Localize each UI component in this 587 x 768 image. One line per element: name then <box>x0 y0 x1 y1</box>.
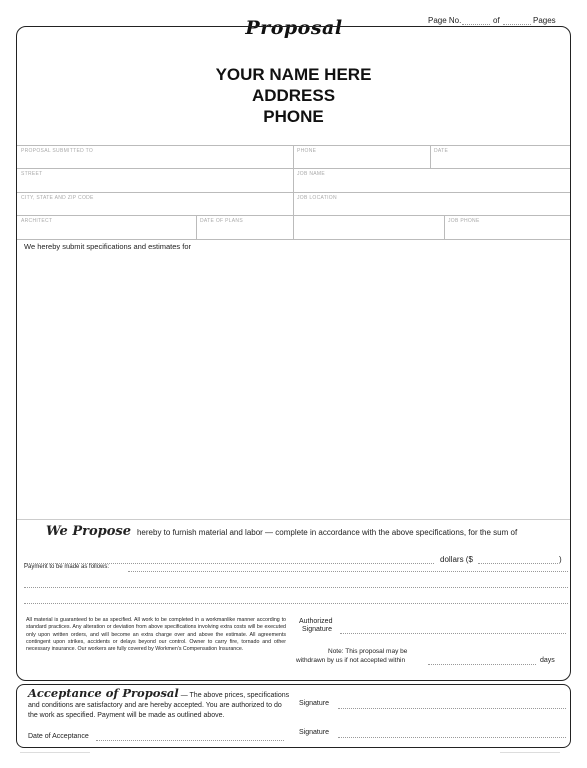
footer-mark-left <box>20 752 90 753</box>
phone-field[interactable]: PHONE <box>297 148 317 154</box>
acceptance-signature-field-2[interactable] <box>338 737 566 738</box>
payment-label: Payment to be made as follows: <box>24 564 110 570</box>
specifications-intro: We hereby submit specifications and estimates for <box>24 242 192 251</box>
of-label: of <box>493 16 500 25</box>
terms-paragraph: All material is guaranteed to be as specified. All work to be completed in a workmanlike manner according to standard practices. Any alteration or deviation from above specifications involving extra costs will be executed only upon written orders, and will become an extra charge over and above the estimate. All agreements contingent upon strikes, accidents or delays beyond our control. Owner to carry fire, tornado and other necessary insurance. Our workers are fully covered by Workmen's Compensation Insurance. <box>26 617 286 653</box>
acceptance-statement <box>28 688 290 721</box>
days-label: days <box>540 657 555 664</box>
note-line-1: Note: This proposal may be <box>328 648 408 655</box>
page-total-field[interactable] <box>503 24 531 25</box>
note-line-2: withdrawn by us if not accepted within <box>296 657 406 664</box>
job-location-field[interactable]: JOB LOCATION <box>297 195 337 201</box>
field-col-divider <box>444 215 445 239</box>
date-of-acceptance-field[interactable] <box>96 740 284 741</box>
days-field[interactable] <box>428 664 536 665</box>
acceptance-text: — The above prices, specifications and conditions are satisfactory and are hereby accepted. You are authorized to do the work as specified. Payment will be made as outlined above. <box>28 692 290 719</box>
page-no-label: Page No. <box>428 16 462 25</box>
city-state-zip-field[interactable]: CITY, STATE AND ZIP CODE <box>21 195 94 201</box>
dollars-label: dollars ($ <box>440 555 473 564</box>
we-propose-heading: We Propose <box>46 524 131 539</box>
company-block <box>0 64 587 127</box>
dollars-close: ) <box>559 555 562 564</box>
field-col-divider <box>430 145 431 168</box>
job-phone-field[interactable]: JOB PHONE <box>448 218 480 224</box>
propose-statement <box>46 524 517 539</box>
date-of-plans-field[interactable]: DATE OF PLANS <box>200 218 243 224</box>
authorized-label: Authorized <box>299 618 333 625</box>
document-title: Proposal <box>245 17 343 39</box>
payment-terms-line[interactable] <box>128 571 568 572</box>
acceptance-heading: Acceptance of Proposal <box>28 686 179 700</box>
acceptance-signature-field-1[interactable] <box>338 708 566 709</box>
payment-terms-line-2[interactable] <box>24 587 568 588</box>
field-row-divider <box>17 239 570 240</box>
authorized-signature-label: Signature <box>302 626 332 633</box>
field-col-divider <box>293 145 294 239</box>
propose-text: hereby to furnish material and labor — complete in accordance with the above specifications, for the sum of <box>136 528 518 537</box>
acceptance-signature-label-1: Signature <box>299 700 329 707</box>
pages-label: Pages <box>533 16 556 25</box>
date-field[interactable]: DATE <box>434 148 449 154</box>
section-divider <box>17 519 570 520</box>
field-col-divider <box>196 215 197 239</box>
job-name-field[interactable]: JOB NAME <box>297 171 325 177</box>
street-field[interactable]: STREET <box>21 171 43 177</box>
payment-terms-line-3[interactable] <box>24 603 568 604</box>
company-name: YOUR NAME HERE <box>215 65 372 84</box>
proposal-submitted-to-field[interactable]: PROPOSAL SUBMITTED TO <box>21 148 94 154</box>
footer-mark-right <box>500 752 560 753</box>
date-of-acceptance-label: Date of Acceptance <box>28 733 89 740</box>
acceptance-signature-label-2: Signature <box>299 729 329 736</box>
dollars-amount-field[interactable] <box>478 563 558 564</box>
architect-field[interactable]: ARCHITECT <box>21 218 53 224</box>
page-no-field[interactable] <box>462 24 490 25</box>
company-address: ADDRESS <box>251 86 336 105</box>
authorized-signature-field[interactable] <box>340 633 566 634</box>
specifications-area[interactable] <box>22 254 566 516</box>
company-phone: PHONE <box>263 107 324 126</box>
